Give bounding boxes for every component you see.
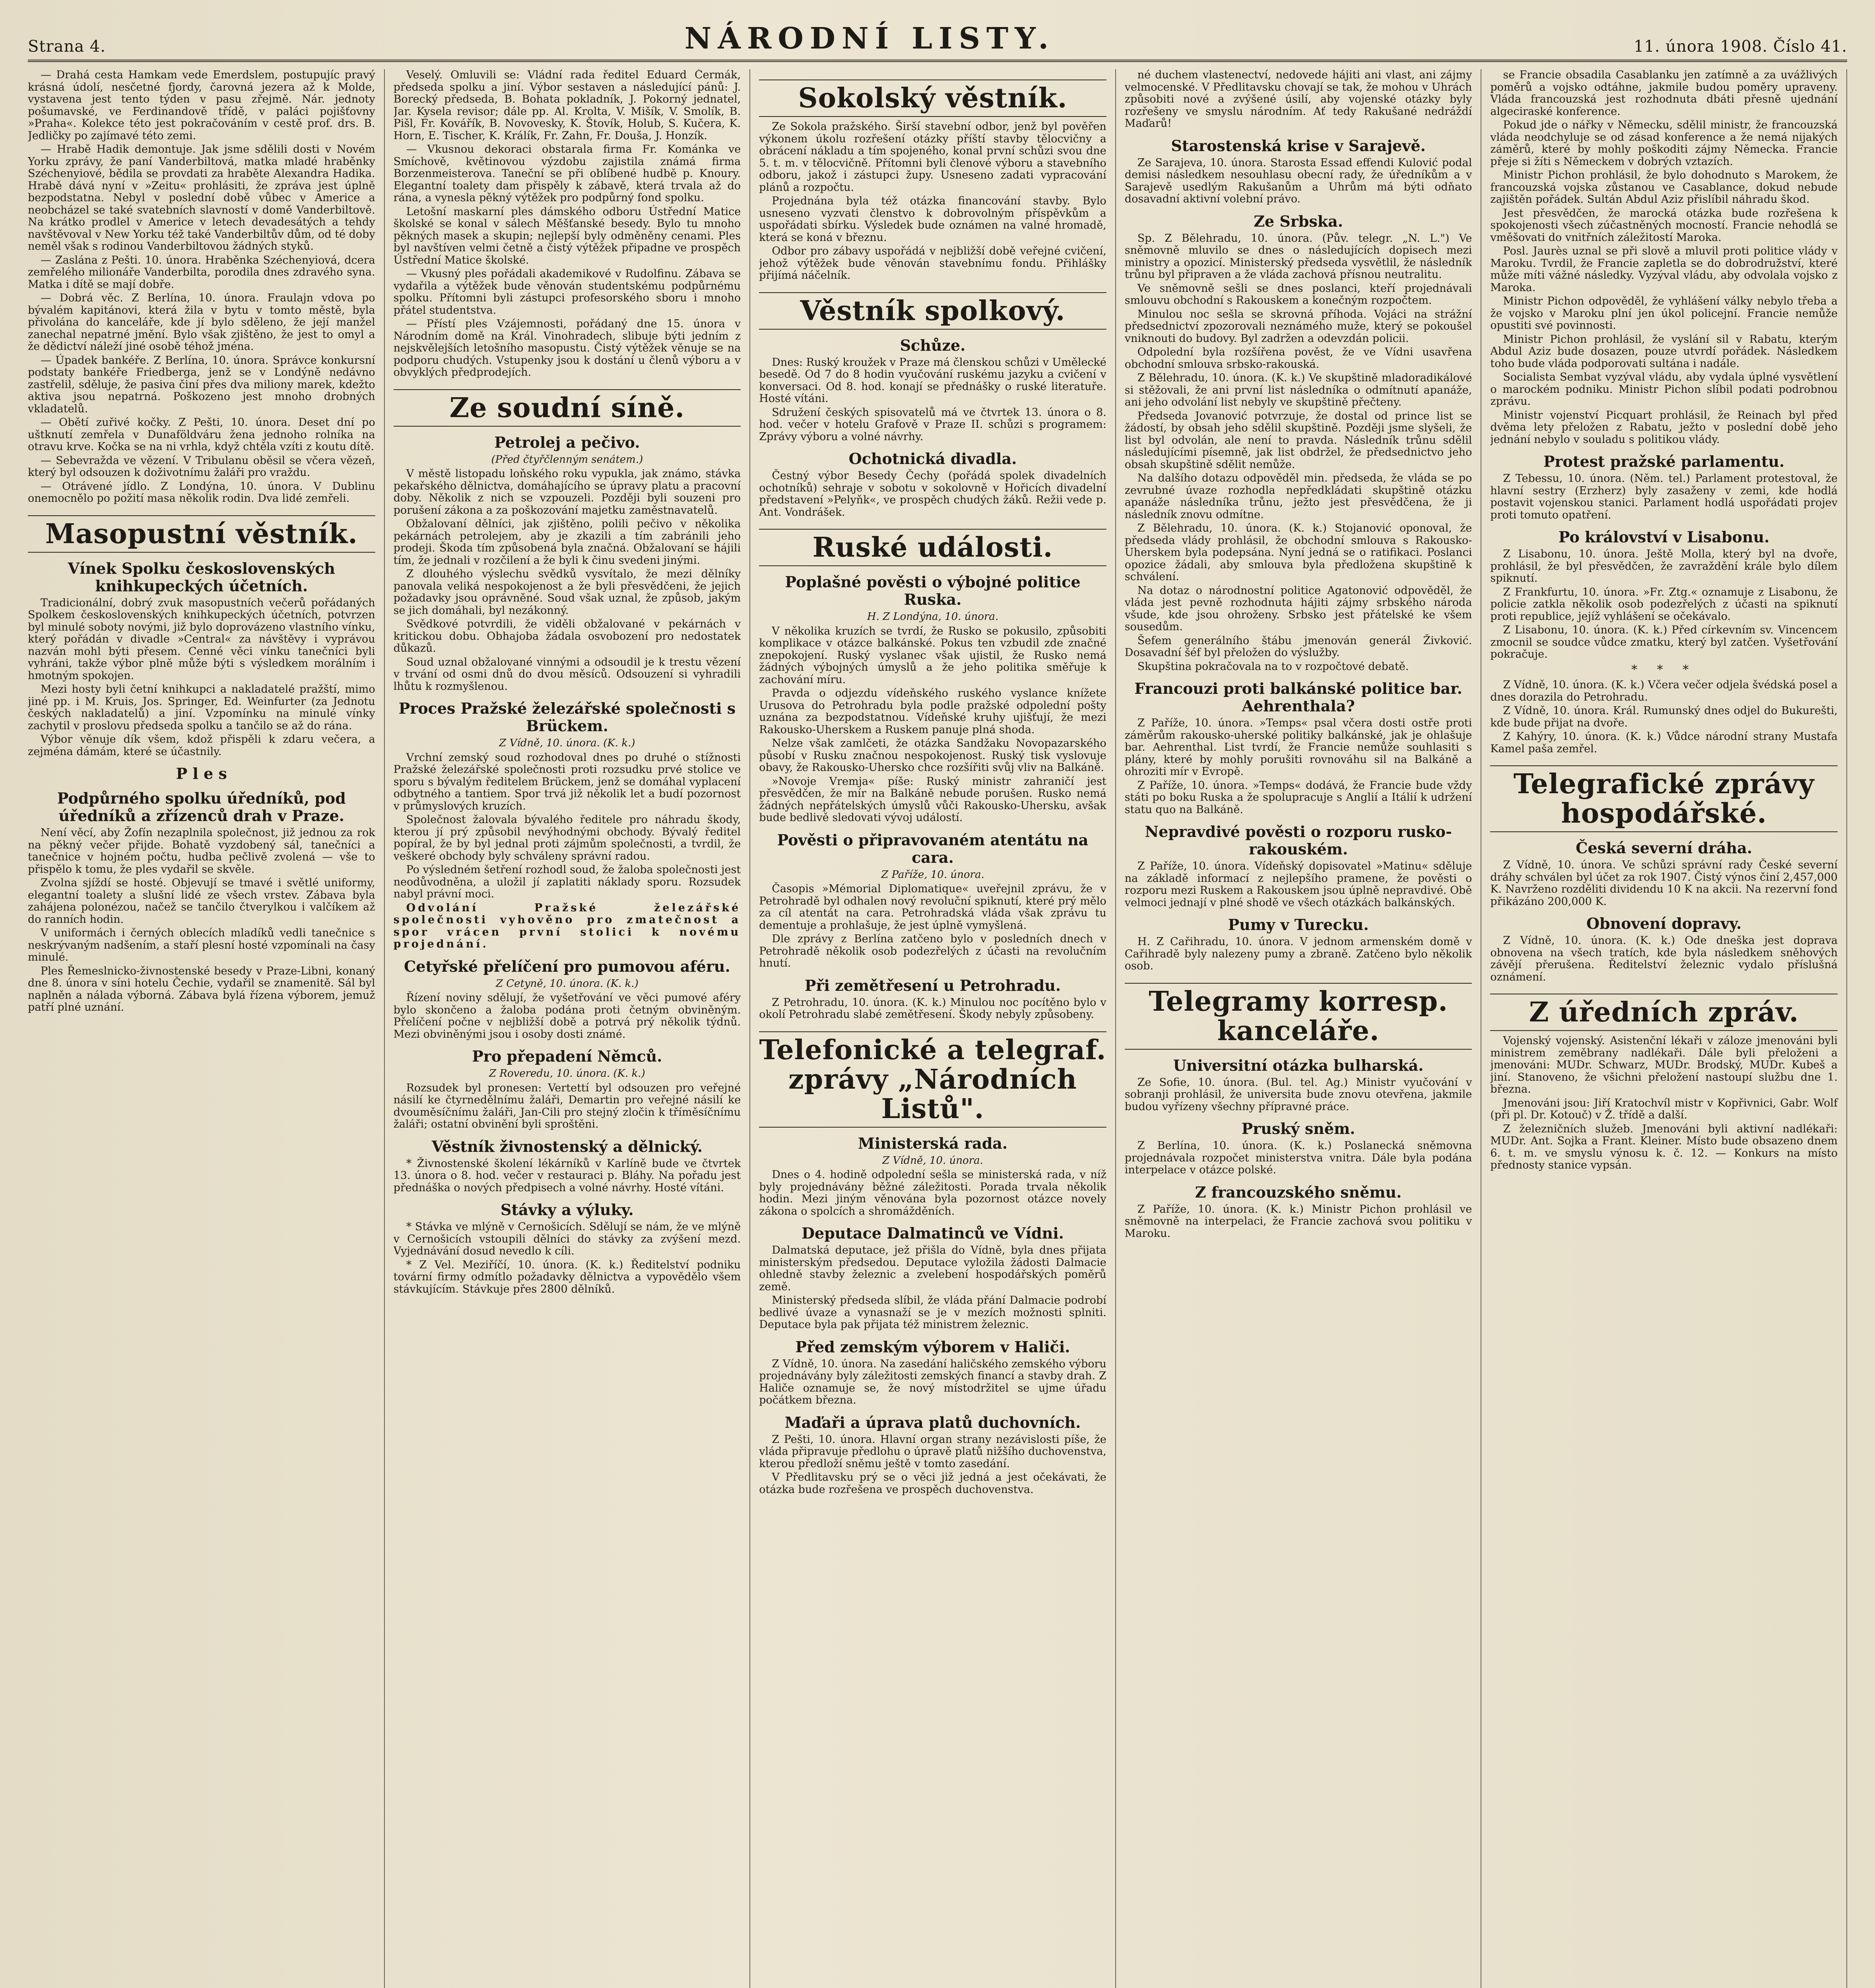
article-paragraph: Ples Řemeslnicko-živnostenské besedy v Praze-Libni, konaný dne 8. února v síni hotelu Čechie, vydařil se znamenitě. Sál byl naplněn a nálada výborná. Zábava bylá řízena výborem, jemuž patří plné uznání. [28, 965, 375, 1013]
article-paragraph: Společnost žalovala bývalého ředitele pro náhradu škody, kterou jí prý způsobil nevýhodnými obchody. Bývalý ředitel popíral, že by byl jednal proti zájmům společnosti, a tvrdil, že veškeré obchody byly schváleny správní radou. [393, 813, 741, 862]
article-heading: Schůze. [900, 336, 966, 354]
column-5 [1490, 69, 1847, 1988]
article-heading: Starostenská krise v Sarajevě. [1171, 136, 1426, 155]
section-heading-ruske: Ruské události. [759, 529, 1106, 566]
article-paragraph: Pravda o odjezdu vídeňského ruského vyslance knížete Urusova do Petrohradu byla podle pražské odpolední pošty uznána za bezpodstatnou. Vídeňské kruhy ujišťují, že mezi Rakousko-Uherskem a Ruskem panuje plná shoda. [759, 687, 1106, 736]
article-paragraph: Vojenský vojenský. Asistenční lékaři v záloze jmenováni byli ministrem zeměbrany nadlékaři. Dále byli přeloženi a jmenováni: MUDr. Schwarz, MUDr. Brodský, MUDr. Kubeš a jiní. Stanoveno, že všichni přeložení nastoupí službu dne 1. března. [1490, 1035, 1838, 1095]
article-heading: Česká severní dráha. [1576, 839, 1753, 857]
page-number: Strana 4. [28, 37, 106, 56]
section-heading-masopust: Masopustní věstník. [28, 515, 375, 553]
article-heading: Ze Srbska. [1254, 212, 1343, 230]
article-paragraph: Z Vídně, 10. února. (K. k.) Ode dneška jest doprava obnovena na všech tratích, kde byla následkem sněhových závějí přerušena. Ředitelství železnic vydalo příslušná oznámení. [1490, 934, 1838, 983]
article-heading: Vínek Spolku československých knihkupeckých účetních. [68, 559, 335, 595]
article-paragraph: Čestný výbor Besedy Čechy (pořádá spolek divadelních ochotníků) sehraje v sobotu v sokolovně v Hořicích divadelní představení »Pelyňk«, ve prospěch chudých žáků. Režii vede p. Ant. Vondrášek. [759, 470, 1106, 518]
article-paragraph: * Živnostenské školení lékárníků v Karlíně bude ve čtvrtek 13. února o 8. hod. večer v restauraci p. Bláhy. Na pořadu jest přednáška o nových předpisech a volné návrhy. Hosté vítáni. [393, 1157, 741, 1194]
article-paragraph: Veselý. Omluvili se: Vládní rada ředitel Eduard Čermák, předseda spolku a jiní. Výbor sestaven a následující pánů: J. Borecký předseda, B. Bohata pokladník, J. Pokorný jednatel, Jar. Kysela revisor; dále pp. Al. Krolta, V. Mišík, V. Smolík, B. Pišl, Fr. Kovářík, B. Novovesky, K. Štovík, Holub, S. Kučera, K. Horn, E. Tischer, K. Králík, Fr. Zahn, Fr. Douša, J. Honzík. [393, 69, 741, 142]
article-paragraph: Odpolední byla rozšířena pověst, že ve Vídni usavřena obchodní smlouva srbsko-rakouská. [1124, 346, 1472, 371]
column-2 [394, 69, 751, 1988]
dateline: H. Z Londýna, 10. února. [867, 611, 999, 623]
article-heading: Obnovení dopravy. [1586, 914, 1742, 932]
article-heading: Z francouzského sněmu. [1195, 1183, 1402, 1201]
article-paragraph: Na dalšího dotazu odpověděl min. předseda, že vláda se po zevrubné úvaze rozhodla nepředkládati skupštině otázku apanáže následníka trůnu, ježto jest přesvědčena, že ji následník znovu odmítne. [1124, 472, 1472, 521]
article-paragraph: — Přístí ples Vzájemnosti, pořádaný dne 15. února v Národním domě na Král. Vinohradech, slibuje býti jedním z nejskvělejších letošního masopustu. Čistý výtěžek věnuje se na podporu chudých. Vstupenky jsou k dostání u členů výboru a v obvyklých předprodejích. [393, 318, 741, 379]
article-heading: Stávky a výluky. [501, 1201, 634, 1219]
article-paragraph: Z Lisabonu, 10. února. Ještě Molla, který byl na dvoře, prohlásil, že byl přesvědčen, že zavraždění krále bylo dílem spiknutí. [1490, 548, 1838, 584]
article-heading: Maďaři a úprava platů duchovních. [784, 1413, 1081, 1431]
article-paragraph: »Novoje Vremja« píše: Ruský ministr zahraničí jest přesvědčen, že mír na Balkáně nebude porušen. Rusko nemá žádných nepřátelských úmyslů vůči Rakousko-Uhersku, avšak bude bedlivě sledovati vývoj událostí. [759, 775, 1106, 824]
section-heading-telegramy: Telegramy korresp. kanceláře. [1125, 983, 1472, 1050]
columns [28, 69, 1847, 1988]
article-paragraph: Vrchní zemský soud rozhodoval dnes po druhé o stížnosti Pražské železářské společnosti proti rozsudku prvé stolice ve sporu s bývalým ředitelem Brückem, jenž se domáhal vyplacení odbytného a tantiem. Spor trvá již několik let a budí pozornost v průmyslových kruzích. [393, 751, 741, 812]
article-heading: Poplašné pověsti o výbojné politice Ruska. [785, 573, 1081, 608]
article-paragraph: Projednána byla též otázka financování stavby. Bylo usneseno vyzvati členstvo k dobrovolným příspěvkům a uspořádati sbírku. Výsledek bude oznámen na valné hromadě, která se koná v březnu. [759, 195, 1106, 244]
article-heading: Pro přepadení Němců. [472, 1047, 662, 1065]
article-heading: Po království v Lisabonu. [1558, 528, 1770, 546]
article-paragraph: se Francie obsadila Casablanku jen zatímně a za uvážlivých poměrů a vojsko odtáhne, jakmile budou poměry upraveny. Vláda francouzská jest rozhodnuta dbáti přesně ujednání algeciraské konference. [1490, 69, 1838, 118]
article-heading: Deputace Dalmatinců ve Vídni. [802, 1224, 1064, 1242]
section-heading-hospodarske: Telegrafické zprávy hospodářské. [1490, 765, 1838, 832]
article-heading: Protest pražské parlamentu. [1543, 452, 1785, 470]
article-heading: Nepravdivé pověsti o rozporu rusko-rakouském. [1145, 823, 1452, 858]
article-paragraph: Ministr Pichon prohlásil, že bylo dohodnuto s Marokem, že francouzská vojska zůstanou ve Casablance, dokud nebude zajištěn pořádek. Sultán Abdul Aziz přislíbil náhradu škod. [1490, 169, 1838, 206]
article-paragraph: Z Vídně, 10. února. Ve schůzi správní rady České severní dráhy schválen byl účet za rok 1907. Čistý výnos činí 2,457,000 K. Navrženo rozděliti dividendu 10 K na akcii. Na rezervní fond přikázáno 200,000 K. [1490, 859, 1838, 908]
section-separator: * * * [1631, 662, 1697, 677]
article-paragraph: Ve sněmovně sešli se dnes poslanci, kteří projednávali smlouvu obchodní s Rakouskem a konečným rozpočtem. [1124, 282, 1472, 307]
article-paragraph: — Drahá cesta Hamkam vede Emerdslem, postupujíc pravý krásná údolí, nesčetné fjordy, čarovná jezera až k Molde, vystavena jest tento týden v pasu zřejmě. Nár. jednoty pošumavské, ve Ferdinandově třídě, v paláci pojišťovny »Praha«. Kolekce této jest pokračováním v cestě prof. drs. B. Jedličky po zajímavé této zemi. [28, 69, 375, 142]
article-paragraph: Z Bělehradu, 10. února. (K. k.) Ve skupštině mladoradikálové si stěžovali, že ani první list následníka o odmítnutí apanáže, ani jeho odvolání list nebyly ve skupštině přečteny. [1124, 372, 1472, 408]
article-paragraph: Z Vídně, 10. února. (K. k.) Včera večer odjela švédská posel a dnes dorazila do Petrohradu. [1490, 679, 1838, 703]
article-paragraph: Z Vídně, 10. února. Král. Rumunský dnes odjel do Bukurešti, kde bude přijat na dvoře. [1490, 705, 1838, 729]
article-paragraph: — Otrávené jídlo. Z Londýna, 10. února. V Dublinu onemocnělo po požití masa několik rodin. Dva lidé zemřeli. [28, 480, 375, 505]
article-paragraph: Ministr Pichon odpověděl, že vyhlášení války nebylo třeba a že vojsko v Maroku plní jen úkol policejní. Francie nemůže opustiti své povinnosti. [1490, 295, 1838, 332]
article-heading: Petrolej a pečivo. [494, 433, 640, 451]
article-heading: Při zemětřesení u Petrohradu. [804, 976, 1061, 994]
section-heading-sokol: Sokolský věstník. [759, 80, 1106, 117]
article-paragraph: — Dobrá věc. Z Berlína, 10. února. Fraulajn vdova po bývalém kapitánovi, která žila v bytu v tomto městě, byla přivolána do kanceláře, kde jí bylo sděleno, že její manžel zanechal nepatrné jmění. Bylo však zjištěno, že jest to omyl a že dědictví náleží jiné osobě téhož jména. [28, 292, 375, 353]
article-paragraph: Není věcí, aby Žofín nezaplnila společnost, již jednou za rok na pěkný večer přijde. Bohatě vyzdobený sál, tanečníci a tanečnice v hojném počtu, hudba pečlivě zvolená — vše to přispělo k tomu, že ples vydařil se skvěle. [28, 827, 375, 876]
article-paragraph: Z Paříže, 10. února. (K. k.) Ministr Pichon prohlásil ve sněmovně na interpelaci, že Francie zachová svou politiku v Maroku. [1124, 1203, 1472, 1240]
article-heading: Před zemským výborem v Haliči. [795, 1338, 1070, 1356]
article-paragraph: Ze Sarajeva, 10. února. Starosta Essad effendi Kulović podal demisi následkem nesouhlasu obecní rady, že úředníkům a v Sarajevě usedlým Rakušanům a Uhrům má býti odňato dosavadní aktivní volební právo. [1124, 156, 1472, 205]
dateline: Z Vídně, 10. února. (K. k.) [499, 737, 635, 749]
column-4 [1125, 69, 1482, 1988]
column-3 [759, 69, 1116, 1988]
section-heading-soud: Ze soudní síně. [394, 389, 741, 427]
article-paragraph: Časopis »Mémorial Diplomatique« uveřejnil zprávu, že v Petrohradě byl odhalen nový revoluční spiknutí, které prý mělo za cíl atentát na cara. Petrohradská vláda však zprávu tu dementuje a prohlašuje, že jest úplně vymyšlená. [759, 883, 1106, 932]
article-paragraph: — Úpadek bankéře. Z Berlína, 10. února. Správce konkursní podstaty bankéře Friedberga, jenž se v Londýně nedávno zastřelil, sděluje, že pasiva činí přes dva miliony marek, kdežto aktiva jsou nepatrná. Poškozeno jest mnoho drobných vkladatelů. [28, 354, 375, 415]
section-heading-spolek: Věstník spolkový. [759, 292, 1106, 330]
section-heading-uredni: Z úředních zpráv. [1490, 994, 1838, 1031]
article-paragraph: Ministr Pichon prohlásil, že vyslání sil v Rabatu, kterým Abdul Aziz bude dosazen, pouze utvrdí pořádek. Následkem toho bude vláda podporovati sultána i nadále. [1490, 333, 1838, 370]
article-paragraph: Z Paříže, 10. února. Vídeňský dopisovatel »Matinu« sděluje na základě informací z nejlepšího pramene, že pověsti o rozporu mezi Ruskem a Rakouskem jsou úplně nepravdivé. Obě velmoci jednají v plné shodě ve všech otázkách balkánských. [1124, 860, 1472, 909]
article-paragraph: Z Paříže, 10. února. »Temps« dodává, že Francie bude vždy státi po boku Ruska a že spolupracuje s Anglií a Itálií k udržení statu quo na Balkáně. [1124, 779, 1472, 816]
article-paragraph: Dnes o 4. hodině odpolední sešla se ministerská rada, v níž byly projednávány běžné záležitosti. Porada trvala několik hodin. Mezi jiným věnována byla pozornost otázce novely zákona o spolcích a shromážděních. [759, 1169, 1106, 1217]
article-paragraph: Jest přesvědčen, že marocká otázka bude rozřešena k spokojenosti všech zúčastněných mocností. Francie nehodlá se vměšovati do vnitřních záležitostí Maroka. [1490, 207, 1838, 244]
article-paragraph: Z Berlína, 10. února. (K. k.) Poslanecká sněmovna projednávala rozpočet ministerstva vnitra. Dále byla podána interpelace v otázce polské. [1124, 1140, 1472, 1176]
article-paragraph: Z Frankfurtu, 10. února. »Fr. Ztg.« oznamuje z Lisabonu, že policie zatkla několik osob podezřelých z účasti na spiknutí proti republice, jejíž vyhlášení se očekávalo. [1490, 586, 1838, 623]
article-paragraph: Z dlouhého výslechu svědků vysvítalo, že mezi dělníky panovala veliká nespokojenost a že byli přesvědčeni, že jejich požadavky jsou oprávněné. Soud však uznal, že způsob, jakým se jich domáhali, byl nezákonný. [393, 568, 741, 617]
article-paragraph: Dle zprávy z Berlína zatčeno bylo v posledních dnech v Petrohradě několik osob podezřelých z účasti na revolučním hnutí. [759, 933, 1106, 969]
dateline: (Před čtyřčlenným senátem.) [491, 453, 643, 466]
article-heading: Ochotnická divadla. [848, 450, 1017, 468]
article-paragraph: Z Pešti, 10. února. Hlavní organ strany nezávislosti píše, že vláda připravuje předlohu o úpravě platů nižšího duchovenstva, kterou předloží sněmu ještě v tomto zasedání. [759, 1433, 1106, 1470]
article-paragraph: né duchem vlastenectví, nedovede hájiti ani vlast, ani zájmy velmocenské. V Předlitavsku chovají se tak, že mohou v Uhrách způsobiti nové a zvýšené úsilí, aby vojenské otázky byly rozřešeny ve smyslu národním. Ať tedy Rakušané nedráždí Maďarů! [1124, 69, 1472, 130]
article-heading: Pruský sněm. [1241, 1120, 1355, 1138]
article-paragraph: — Zaslána z Pešti. 10. února. Hraběnka Széchenyiová, dcera zemřelého milionáře Vanderbilta, porodila dnes zdravého syna. Matka i dítě se mají dobře. [28, 254, 375, 291]
column-1 [28, 69, 385, 1988]
article-paragraph: Dnes: Ruský kroužek v Praze má členskou schůzi v Umělecké besedě. Od 7 do 8 hodin vyučování ruskému jazyku a cvičení v konversaci. Od 8. hod. konají se přednášky o ruské literatuře. Hosté vítáni. [759, 356, 1106, 405]
article-paragraph: Obžalovaní dělníci, jak zjištěno, polili pečivo v několika pekárnách petrolejem, aby je zkazili a tím zabránili jeho prodeji. Škoda tím způsobená byla značná. Obžalovaní se hájili tím, že jednali v rozčilení a že byli k činu svedeni jinými. [393, 518, 741, 567]
article-paragraph: Zvolna sjíždí se hosté. Objevují se tmavé i světlé uniformy, elegantní toalety a slušní lidé ze všech vrstev. Zábava byla zahájena polonézou, načež se tančilo čtverylkou i valčíkem až do ranních hodin. [28, 877, 375, 926]
dateline: Z Vídně, 10. února. [882, 1154, 983, 1167]
article-paragraph: — Hrabě Hadik demontuje. Jak jsme sdělili dosti v Novém Yorku zprávy, že paní Vanderbiltová, matka mladé hraběnky Széchenyiové, bědila se provdati za hraběte Alexandra Hadika. Hrabě dává nyní v »Zeitu« prohlásiti, že zpráva jest úplně bezpodstatna. Nebyl v poslední době vůbec v Americe a neobcházel se také svatebních slavností v domě Vanderbiltově. Na krátko prodlel v Americe v letech devadesátých a tehdy navštěvoval v New Yorku též také Vanderbiltův dům, od té doby neměl však s rodinou Vanderbiltovou žádných styků. [28, 143, 375, 252]
article-paragraph: Ministerský předseda slíbil, že vláda přání Dalmacie podrobí bedlivé úvaze a vynasnaží se je v mezích možnosti splniti. Deputace byla pak přijata též ministrem železnic. [759, 1294, 1106, 1331]
article-paragraph: Ze Sokola pražského. Širší stavební odbor, jenž byl pověřen výkonem úkolu rozřešení otázky příští stavby tělocvičny a obrácení nákladu a tím spojeného, konal první schůzi svou dne 5. t. m. v tělocvičně. Přítomni byli členové výboru a stavebního odboru, jakož i zástupci župy. Usneseno zadati vypracování plánů a rozpočtu. [759, 120, 1106, 194]
article-paragraph: Z Bělehradu, 10. února. (K. k.) Stojanović oponoval, že předseda vlády prohlásil, že obchodní smlouva s Rakousko-Uherskem byla podepsána. Nyní jedná se o ratifikaci. Poslanci opozice žádali, aby smlouva byla předložena skupštině k schválení. [1124, 522, 1472, 583]
article-paragraph: — Vkusný ples pořádali akademikové v Rudolfinu. Zábava se vydařila a výtěžek bude věnován studentskému podpůrnému spolku. Přítomni byli zástupci profesorského sboru i mnoho přátel studentstva. [393, 268, 741, 316]
article-paragraph: — Vkusnou dekoraci obstarala firma Fr. Kománka ve Smíchově, květinovou výzdobu zajistila známá firma Borzenmeisterova. Taneční se při oblíbené hudbě p. Knoury. Elegantní toalety dam přispěly k zábavě, která trvala až do rána, a vynesla pěkný výtěžek pro podpůrný fond spolku. [393, 143, 741, 204]
article-paragraph: Po výsledném šetření rozhodl soud, že žaloba společnosti jest neodůvodněna, a uložil jí zaplatiti náklady sporu. Rozsudek nabyl právní moci. [393, 864, 741, 900]
article-paragraph: Skupština pokračovala na to v rozpočtové debatě. [1137, 660, 1409, 673]
article-paragraph: Z Tebessu, 10. února. (Něm. tel.) Parlament protestoval, že hlavní sestry (Erzherz) byly zasaženy v zemi, kde hodlá postavit vojenskou stanici. Parlament hodlá uspořádati projev proti tomuto opatření. [1490, 472, 1838, 521]
article-paragraph: Odvolání Pražské železářské společnosti vyhověno pro zmatečnost a spor vrácen první stolici k novému projednání. [393, 901, 741, 950]
article-paragraph: H. Z Cařihradu, 10. února. V jednom armenském domě v Cařihradě byly nalezeny pumy a zbraně. Zatčeno bylo několik osob. [1124, 936, 1472, 972]
article-paragraph: Na dotaz o národnostní politice Agatonović odpověděl, že vláda jest pevně rozhodnuta hájiti zájmy srbského národa všude, kde jsou ohroženy. Srbsko jest přátelské ke všem sousedům. [1124, 584, 1472, 633]
article-paragraph: Z Kahýry, 10. února. (K. k.) Vůdce národní strany Mustafa Kamel paša zemřel. [1490, 730, 1838, 755]
article-paragraph: Dalmatská deputace, jež přišla do Vídně, byla dnes přijata ministerským předsedou. Deputace vyložila žádosti Dalmacie ohledně stavby železnic a zvelebení hospodářských poměrů země. [759, 1244, 1106, 1293]
article-heading: Pověsti o připravovaném atentátu na cara. [777, 831, 1089, 866]
article-heading: Podpůrného spolku úředníků, pod úředníků a zřízenců drah v Praze. [57, 789, 346, 825]
article-paragraph: Z železničních služeb. Jmenováni byli aktivní nadlékaři: MUDr. Ant. Sojka a Frant. Kleiner. Místo bude obsazeno dnem 6. t. m. ve smyslu výnosu k. č. 12. — Konkurs na místo přednosty stanice vypsán. [1490, 1122, 1838, 1171]
article-paragraph: Rozsudek byl pronesen: Vertettí byl odsouzen pro veřejné násilí ke čtyrnedělnímu žaláři, Demartin pro veřejné násilí ke dvouměsíčnímu žaláři, Jan-Cili pro stejný zločin k tříměsíčnímu žaláři; ostatní obvinění byli sproštěni. [393, 1081, 741, 1130]
article-paragraph: Odbor pro zábavy uspořádá v nejbližší době veřejné cvičení, jehož výtěžek bude věnován stavebnímu fondu. Přihlášky přijímá náčelník. [759, 245, 1106, 282]
article-paragraph: Řízení noviny sdělují, že vyšetřování ve věci pumové aféry bylo skončeno a žaloba podána proti četným obviněným. Přelíčení počne v nejbližší době a potrvá prý několik týdnů. Mezi obviněnými jsou i osoby dosti známé. [393, 992, 741, 1041]
article-paragraph: Ministr vojenství Picquart prohlásil, že Reinach byl před dvěma lety přeložen z Rabatu, ježto v poslední době jeho jednání nebylo v souladu s politikou vlády. [1490, 409, 1838, 446]
article-paragraph: Z Petrohradu, 10. února. (K. k.) Minulou noc pocítěno bylo v okolí Petrohradu slabé zemětřesení. Škody nebyly způsobeny. [759, 996, 1106, 1021]
dateline: Z Paříže, 10. února. [881, 868, 984, 881]
article-heading: Věstník živnostenský a dělnický. [431, 1137, 703, 1155]
issue-date: 11. února 1908. Číslo 41. [1634, 37, 1847, 56]
article-paragraph: — Sebevražda ve vězení. V Tribulanu oběsil se včera vězeň, který byl odsouzen k doživotnímu žaláři pro vraždu. [28, 454, 375, 479]
article-paragraph: Pokud jde o nářky v Německu, sdělil ministr, že francouzská vláda neodchyluje se od zásad konference a že nemá nijakých záměrů, které by mohly poškoditi zájmy Německa. Francie přeje si žíti s Německem v dobrých vztazích. [1490, 119, 1838, 168]
article-paragraph: Šefem generálního štábu jmenován generál Živković. Dosavadní šéf byl přeložen do výslužby. [1124, 634, 1472, 659]
article-paragraph: Z Vídně, 10. února. Na zasedání haličského zemského výboru projednávány byly záležitosti zemských financí a stavby drah. Z Haliče oznamuje se, že nový místodržitel se ujme úřadu počátkem března. [759, 1357, 1106, 1406]
article-paragraph: V městě listopadu loňského roku vypukla, jak známo, stávka pekařského dělnictva, domáhajícího se úpravy platu a pracovní doby. Několik z nich se vzpouzeli. Později byli souzeni pro porušení zákona a za poškozování majetku zaměstnavatelů. [393, 468, 741, 516]
article-paragraph: — Obětí zuřivé kočky. Z Pešti, 10. února. Deset dní po uštknutí zemřela v Dunaföldváru žena jednoho rolníka na otravu krve. Kočka se na ni vrhla, když chtěla vzíti z koutu dítě. [28, 416, 375, 453]
newspaper-title: NÁRODNÍ LISTY. [684, 21, 1055, 56]
article-heading: P l e s [176, 765, 227, 782]
article-paragraph: Soud uznal obžalované vinnými a odsoudil je k trestu vězení v trvání od osmi dnů do dvou měsíců. Odsouzení si vyhradili lhůtu k rozmyšlenou. [393, 656, 741, 693]
article-paragraph: Sdružení českých spisovatelů má ve čtvrtek 13. února o 8. hod. večer v hotelu Grafově v Praze II. schůzi s programem: Zprávy výboru a volné návrhy. [759, 406, 1106, 443]
masthead [28, 8, 1847, 62]
article-heading: Pumy v Turecku. [1228, 916, 1369, 934]
article-paragraph: Minulou noc sešla se skrovná příhoda. Vojáci na strážní předsednictví zpozorovali neznámého muže, který se pokoušel vniknouti do budovy. Byl zadržen a odevzdán policii. [1124, 308, 1472, 345]
article-paragraph: Z Lisabonu, 10. února. (K. k.) Před církevním sv. Vincencem zmocnil se soudce vůdce zmatku, který byl zatčen. Vyšetřování pokračuje. [1490, 624, 1838, 660]
article-paragraph: Z Paříže, 10. února. »Temps« psal včera dosti ostře proti záměrům rakousko-uherské politiky balkánské, jak je ohlašuje bar. Aehrenthal. List tvrdí, že Francie nemůže souhlasiti s plány, které by mohly porušiti rovnováhu sil na Balkáně a ohroziti mír v Evropě. [1124, 717, 1472, 778]
article-paragraph: Svědkové potvrdili, že viděli obžalované v pekárnách v kritickou dobu. Obhajoba žádala osvobození pro nedostatek důkazů. [393, 618, 741, 654]
article-paragraph: Mezi hosty byli četní knihkupci a nakladatelé pražští, mimo jiné pp. i M. Kruis, Jos. Springer, Ed. Weinfurter (za Jednotu českých nakladatelů) a jiní. Vzpomínku na minulé vínky zachytil v proslovu předseda spolku a tančilo se až do rána. [28, 683, 375, 732]
article-heading: Francouzi proti balkánské politice bar. Aehrenthala? [1134, 679, 1462, 715]
dateline: Z Roveredu, 10. února. (K. k.) [489, 1068, 645, 1079]
article-paragraph: Výbor věnuje dík všem, kdož přispěli k zdaru večera, a zejména dámám, které se účastnily. [28, 733, 375, 758]
article-paragraph: * Z Vel. Meziříčí, 10. února. (K. k.) Ředitelství podniku tovární firmy odmítlo požadavky dělnictva a vypovědělo všem stávkujícím. Stávkuje přes 2800 dělníků. [393, 1258, 741, 1295]
article-paragraph: Posl. Jaurès uznal se při slově a mluvil proti politice vlády v Maroku. Tvrdil, že Francie zapletla se do dobrodružství, které může míti vážné následky. Vyzýval vládu, aby odvolala vojsko z Maroka. [1490, 245, 1838, 294]
article-paragraph: Předseda Jovanović potvrzuje, že dostal od prince list se žádostí, by obsah jeho sdělil skupštině. Později jsme slyšeli, že list byl odvolán, ale není to pravda. Následník trůnu sdělil následujícími písemně, jak list obdržel, že předsednictvo jeho obsah skupštině sdělit nemůže. [1124, 410, 1472, 471]
article-paragraph: Ze Sofie, 10. února. (Bul. tel. Ag.) Ministr vyučování v sobranji prohlásil, že universita bude znovu otevřena, jakmile budou vyřízeny všechny přípravné práce. [1124, 1076, 1472, 1113]
article-paragraph: V několika kruzích se tvrdí, že Rusko se pokusilo, způsobiti komplikace v otázce balkánské. Pokus ten vzbudil zde značné znepokojení. Ruský vyslanec však ujistil, že Rusko nemá žádných výbojných úmyslů a že jeho politika směřuje k zachování míru. [759, 625, 1106, 686]
article-paragraph: V Předlitavsku prý se o věci již jedná a jest očekávati, že otázka bude rozřešena ve prospěch duchovenstva. [759, 1471, 1106, 1496]
article-heading: Universitní otázka bulharská. [1173, 1056, 1424, 1074]
section-heading-telefon: Telefonické a telegraf. zprávy „Národních Listů". [759, 1031, 1106, 1128]
article-paragraph: * Stávka ve mlýně v Cernošicích. Sdělují se nám, že ve mlýně v Cernošicích vstoupili dělníci do stávky za zvýšení mezd. Vyjednávání dosud nevedlo k cíli. [393, 1221, 741, 1257]
article-paragraph: V uniformách i černých oblecích mladíků vedli tanečnice s neskrývaným nadšením, a staří plesní hosté vzpomínali na časy minulé. [28, 927, 375, 963]
article-paragraph: Tradicionální, dobrý zvuk masopustních večerů pořádaných Spolkem československých knihkupeckých účetních, potvrzen byl minulé soboty novými, již bylo doprovázeno vlastního vínku, který pořádán v divadle »Central« za návštěvy i vyprávou nazván mohl býti přesem. Cenné věci vínku tanečníci byli vyhráni, takže výbor plně může býti s výsledkem morálním i hmotným spokojen. [28, 596, 375, 682]
article-heading: Ministerská rada. [858, 1134, 1008, 1152]
article-paragraph: Jmenováni jsou: Jiří Kratochvíl mistr v Kopřivnici, Gabr. Wolf (při pl. Dr. Kotouč) v Ž. třídě a další. [1490, 1097, 1838, 1121]
article-heading: Proces Pražské železářské společnosti s Brückem. [398, 699, 736, 735]
article-paragraph: Socialista Sembat vyzýval vládu, aby vydala úplné vysvětlení o marockém podniku. Ministr Pichon slíbil podati podrobnou zprávu. [1490, 371, 1838, 408]
article-paragraph: Letošní maskarní ples dámského odboru Ústřední Matice školské se konal v sálech Měšťanské besedy. Bylo tu mnoho pěkných masek a skupin; nejlepší byly odměněny cenami. Ples byl navštíven velmi četně a čistý výtěžek připadne ve prospěch Ústřední Matice školské. [393, 205, 741, 266]
article-paragraph: Nelze však zamlčeti, že otázka Sandžaku Novopazarského působí v Rusku značnou nespokojenost. Ruský tisk vyslovuje obavy, že Rakousko-Uhersko chce rozšířiti svůj vliv na Balkáně. [759, 737, 1106, 774]
article-heading: Cetyřské přelíčení pro pumovou aféru. [404, 957, 730, 975]
dateline: Z Cetyně, 10. února. (K. k.) [495, 977, 639, 990]
article-paragraph: Sp. Z Bělehradu, 10. února. (Pův. telegr. „N. L.") Ve sněmovně mluvilo se dnes o následujících dopisech mezi ministry a opozicí. Ministerský předseda vysvětlil, že následník trůnu byl připraven a že vláda zachová přísnou neutralitu. [1124, 232, 1472, 281]
